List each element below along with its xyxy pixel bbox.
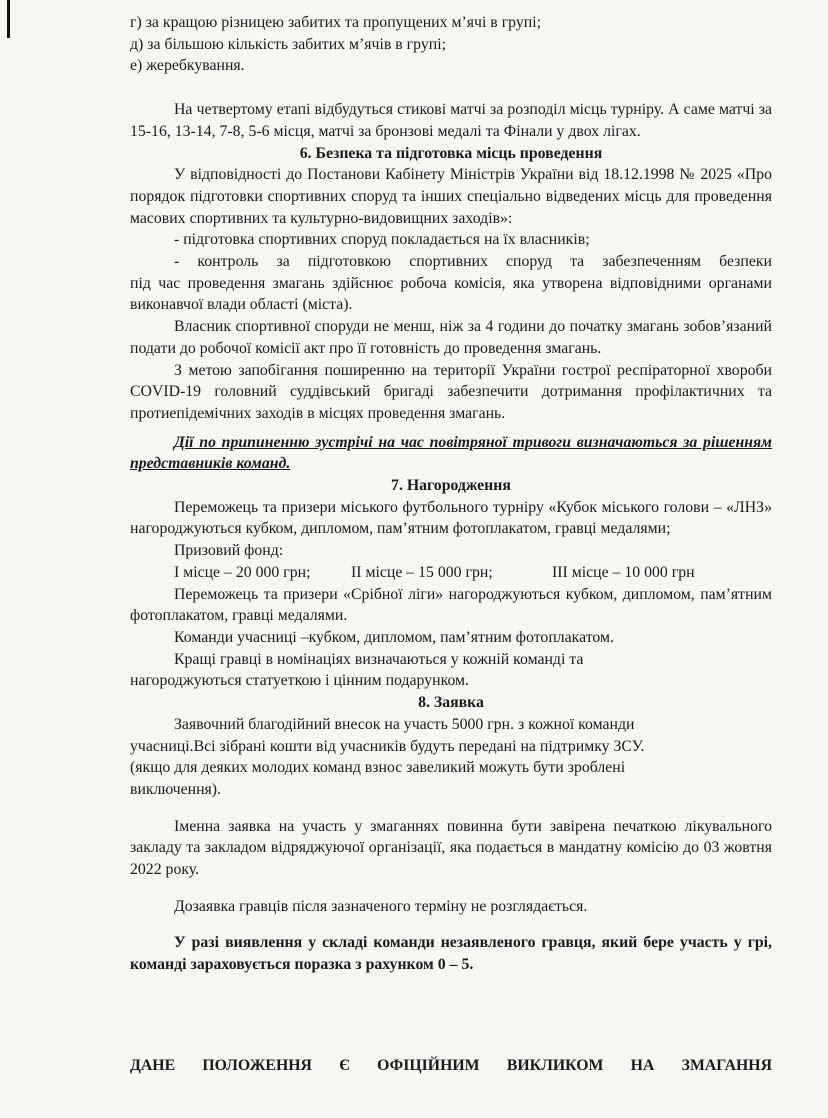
list-item-d: д) за більшою кількість забитих м’ячів в групі; <box>130 35 446 53</box>
section6-air-raid-notice <box>130 432 772 475</box>
participants-paragraph: Команди учасниці –кубком, дипломом, пам’ятним фотоплакатом. <box>174 628 614 646</box>
best-players-line-1: Кращі гравці в номінаціях визначаються у кожній команді та <box>174 650 584 668</box>
prize-second: II місце – 15 000 грн; <box>351 563 493 581</box>
section7-winners-paragraph: Переможець та призери міського футбольного турніру «Кубок міського голови – «ЛНЗ» нагороджуються кубком, дипломом, пам’ятним фотоплакатом, гравці медалями; <box>130 498 772 538</box>
best-players-line-2: нагороджуються статуеткою і цінним подарунком. <box>130 672 469 690</box>
silver-league-paragraph: Переможець та призери «Срібної ліги» нагороджуються кубком, дипломом, пам’ятним фотоплакатом, гравці медалями. <box>130 585 772 625</box>
prize-third: III місце – 10 000 грн <box>552 563 695 581</box>
prize-list <box>130 562 772 584</box>
section6-bullet-control-rest: під час проведення змагань здійснює робоча комісія, яка утворена відповідними органами виконавчої влади області (міста). <box>130 274 772 314</box>
section6-covid-paragraph: З метою запобігання поширенню на території України гострої респіраторної хвороби COVID-19 головний суддівський бригаді забезпечити дотримання профілактичних та протиепідемічних заходів в місцях проведення змагань. <box>130 361 772 422</box>
document-page <box>130 12 772 976</box>
penalty-paragraph: У разі виявлення у складі команди незаявленого гравця, який бере участь у грі, команді зараховується поразка з рахунком 0 – 5. <box>130 934 772 974</box>
list-item-e: е) жеребкування. <box>130 57 245 75</box>
prize-fund-label: Призовий фонд: <box>174 542 284 560</box>
section7-heading: 7. Нагородження <box>391 477 511 495</box>
section6-bullet-owners: - підготовка спортивних споруд покладається на їх власників; <box>174 231 590 249</box>
fee-line-2: учасниці.Всі зібрані кошти від учасників будуть передані на підтримку ЗСУ. <box>130 737 645 755</box>
named-application-paragraph: Іменна заявка на участь у змаганнях повинна бути завірена печаткою лікувального закладу та закладом відряджуючої організації, яка подається в мандатну комісію до 03 жовтня 2022 року. <box>130 817 772 879</box>
section6-bullet-control-start: - контроль за підготовкою спортивних споруд та забезпеченням безпеки <box>174 253 772 271</box>
fee-line-4: виключення). <box>130 780 222 798</box>
late-application-paragraph: Дозаявка гравців після зазначеного терміну не розглядається. <box>174 897 588 915</box>
section8-heading: 8. Заявка <box>418 694 484 712</box>
air-raid-text: Дії по припиненню зустрічі на час повітряної тривоги визначаються за рішенням представників команд. <box>130 433 772 473</box>
section6-owner-paragraph: Власник спортивної споруди не менш, ніж за 4 години до початку змагань зобов’язаний подати до робочої комісії акт про її готовність до проведення змагань. <box>130 318 772 357</box>
closing-statement: ДАНЕ ПОЛОЖЕННЯ Є ОФІЦІЙНИМ ВИКЛИКОМ НА ЗМАГАННЯ <box>130 1056 772 1074</box>
section6-resolution-paragraph: У відповідності до Постанови Кабінету Міністрів України від 18.12.1998 № 2025 «Про порядок підготовки спортивних споруд та інших спеціально відведених місць для проведення масових спортивних та культурно-видовищних заходів»: <box>130 166 772 227</box>
fee-line-1: Заявочний благодійний внесок на участь 5000 грн. з кожної команди <box>174 715 635 733</box>
page-edge-mark <box>7 0 10 38</box>
section6-heading: 6. Безпека та підготовка місць проведення <box>299 144 603 162</box>
list-item-g: г) за кращою різницею забитих та пропущених м’ячі в групі; <box>130 14 541 31</box>
fee-line-3: (якщо для деяких молодих команд взнос завеликий можуть бути зроблені <box>130 759 626 777</box>
prize-first: I місце – 20 000 грн; <box>174 563 311 581</box>
stage4-paragraph: На четвертому етапі відбудуться стикові матчі за розподіл місць турніру. А саме матчі за 15-16, 13-14, 7-8, 5-6 місця, матчі за бронзові медалі та Фінали у двох лігах. <box>130 101 772 140</box>
